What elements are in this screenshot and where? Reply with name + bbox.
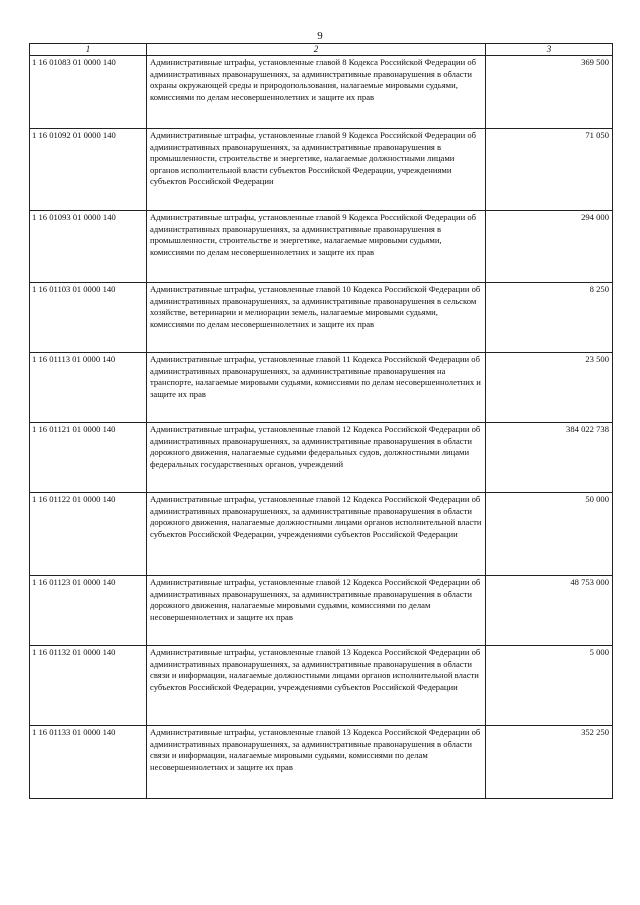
revenue-amount: 23 500 bbox=[486, 353, 613, 423]
table-row bbox=[30, 493, 613, 576]
page-number: 9 bbox=[317, 30, 323, 42]
table-header-row bbox=[30, 44, 613, 56]
revenue-description: Административные штрафы, установленные главой 10 Кодекса Российской Федерации об административных правонарушениях, за административные правонарушения в сельском хозяйстве, ветеринарии и мелиорации земель, налагаемые мировыми судьями, комиссиями по делам несовершеннолетних и защите их прав bbox=[147, 283, 486, 353]
budget-code: 1 16 01092 01 0000 140 bbox=[30, 129, 147, 211]
revenue-description: Административные штрафы, установленные главой 11 Кодекса Российской Федерации об административных правонарушениях, за административные правонарушения на транспорте, налагаемые мировыми судьями, комиссиями по делам несовершеннолетних и защите их прав bbox=[147, 353, 486, 423]
revenue-description: Административные штрафы, установленные главой 13 Кодекса Российской Федерации об административных правонарушениях, за административные правонарушения в области связи и информации, налагаемые должностными лицами органов исполнительной власти субъектов Российской Федерации, учреждениями субъектов Российской Федерации bbox=[147, 646, 486, 726]
budget-code: 1 16 01132 01 0000 140 bbox=[30, 646, 147, 726]
budget-code: 1 16 01133 01 0000 140 bbox=[30, 726, 147, 799]
revenue-amount: 352 250 bbox=[486, 726, 613, 799]
column-header-2: 2 bbox=[147, 44, 486, 56]
column-header-1: 1 bbox=[30, 44, 147, 56]
table-row bbox=[30, 646, 613, 726]
revenue-amount: 71 050 bbox=[486, 129, 613, 211]
revenue-amount: 294 000 bbox=[486, 211, 613, 283]
revenue-description: Административные штрафы, установленные главой 12 Кодекса Российской Федерации об административных правонарушениях, за административные правонарушения в области дорожного движения, налагаемые мировыми судьями, комиссиями по делам несовершеннолетних и защите их прав bbox=[147, 576, 486, 646]
revenue-description: Административные штрафы, установленные главой 8 Кодекса Российской Федерации об административных правонарушениях, за административные правонарушения в области охраны окружающей среды и природопользования, налагаемые мировыми судьями, комиссиями по делам несовершеннолетних и защите их прав bbox=[147, 56, 486, 129]
table-row bbox=[30, 129, 613, 211]
table-row bbox=[30, 211, 613, 283]
table-row bbox=[30, 56, 613, 129]
budget-code: 1 16 01113 01 0000 140 bbox=[30, 353, 147, 423]
revenue-description: Административные штрафы, установленные главой 9 Кодекса Российской Федерации об административных правонарушениях, за административные правонарушения в промышленности, строительстве и энергетике, налагаемые должностными лицами органов исполнительной власти субъектов Российской Федерации, учреждениями субъектов Российской Федерации bbox=[147, 129, 486, 211]
table-row bbox=[30, 283, 613, 353]
revenue-amount: 384 022 738 bbox=[486, 423, 613, 493]
budget-code: 1 16 01121 01 0000 140 bbox=[30, 423, 147, 493]
table-row bbox=[30, 353, 613, 423]
budget-code: 1 16 01093 01 0000 140 bbox=[30, 211, 147, 283]
revenue-amount: 369 500 bbox=[486, 56, 613, 129]
revenue-description: Административные штрафы, установленные главой 9 Кодекса Российской Федерации об административных правонарушениях, за административные правонарушения в промышленности, строительстве и энергетике, налагаемые мировыми судьями, комиссиями по делам несовершеннолетних и защите их прав bbox=[147, 211, 486, 283]
budget-revenue-table bbox=[29, 43, 613, 799]
revenue-amount: 48 753 000 bbox=[486, 576, 613, 646]
budget-code: 1 16 01083 01 0000 140 bbox=[30, 56, 147, 129]
revenue-description: Административные штрафы, установленные главой 12 Кодекса Российской Федерации об административных правонарушениях, за административные правонарушения в области дорожного движения, налагаемые судьями федеральных судов, должностными лицами федеральных государственных органов, учреждений bbox=[147, 423, 486, 493]
table-row bbox=[30, 726, 613, 799]
revenue-description: Административные штрафы, установленные главой 12 Кодекса Российской Федерации об административных правонарушениях, за административные правонарушения в области дорожного движения, налагаемые должностными лицами органов исполнительной власти субъектов Российской Федерации, учреждениями субъектов Российской Федерации bbox=[147, 493, 486, 576]
budget-code: 1 16 01123 01 0000 140 bbox=[30, 576, 147, 646]
table-row bbox=[30, 423, 613, 493]
table-row bbox=[30, 576, 613, 646]
revenue-amount: 5 000 bbox=[486, 646, 613, 726]
column-header-3: 3 bbox=[486, 44, 613, 56]
revenue-amount: 8 250 bbox=[486, 283, 613, 353]
revenue-description: Административные штрафы, установленные главой 13 Кодекса Российской Федерации об административных правонарушениях, за административные правонарушения в области связи и информации, налагаемые мировыми судьями, комиссиями по делам несовершеннолетних и защите их прав bbox=[147, 726, 486, 799]
budget-code: 1 16 01103 01 0000 140 bbox=[30, 283, 147, 353]
budget-code: 1 16 01122 01 0000 140 bbox=[30, 493, 147, 576]
revenue-amount: 50 000 bbox=[486, 493, 613, 576]
